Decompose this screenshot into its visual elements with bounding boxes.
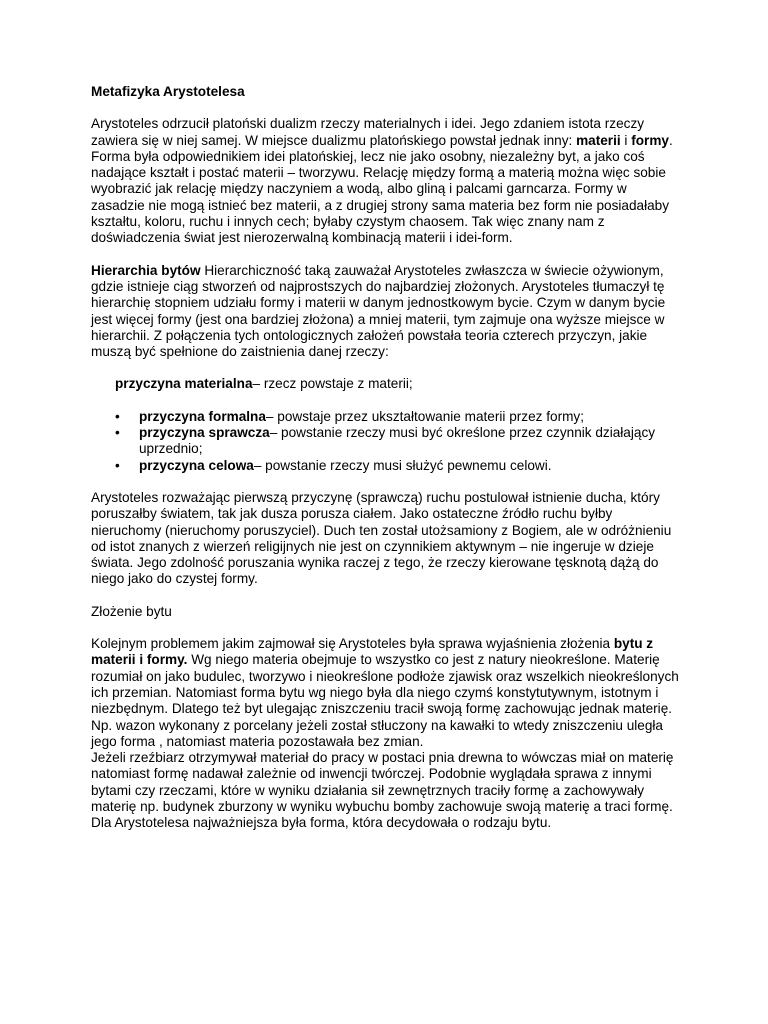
paragraph-hierarchy <box>91 263 681 361</box>
paragraph-text: Wg niego materia obejmuje to wszystko co jest z natury nieokreślone. Materię rozumiał on jako budulec, tworzywo i nieokreślone podłoże zjawisk oraz wszelkich nieokreślonych ich przemian. Natomiast forma bytu wg niego była dla niego czymś konstytutywnym, istotnym i niezbędnym. Dlatego też byt ulegając zniszczeniu tracił swoją formę zachowując jednak materię. Np. wazon wykonany z porcelany jeżeli został stłuczony na kawałki to wtedy zniszczeniu uległa jego forma , natomiast materia pozostawała bez zmian. <box>91 652 679 749</box>
section-heading: Złożenie bytu <box>91 603 172 619</box>
paragraph-first-cause: Arystoteles rozważając pierwszą przyczynę (sprawczą) ruchu postulował istnienie ducha, który poruszałby światem, tak jak dusza porusza ciałem. Jako ostateczne źródło ruchu byłby nieruchomy (nieruchomy poruszyciel). Duch ten został utożsamiony z Bogiem, ale w odróżnieniu od istot znanych z wierzeń religijnych nie jest on czynnikiem aktywnym – nie ingeruje w dzieje świata. Jego zdolność poruszania wynika raczej z tego, że rzeczy kierowane tęsknotą dążą do niego jako do czystej formy. <box>91 489 672 587</box>
cause-text: – powstanie rzeczy musi służyć pewnemu celowi. <box>253 457 552 473</box>
bullet-icon: • <box>115 457 120 473</box>
causes-list <box>91 409 681 474</box>
paragraph-text: Hierarchiczność taką zauważał Arystoteles zwłaszcza w świecie ożywionym, gdzie istnieje ciąg stworzeń od najprostszych do najbardziej złożonych. Arystoteles tłumaczył tę hierarchię stopniem udziału formy i materii w danym jednostkowym bycie. Czym w danym bycie jest więcej formy (jest ona bardziej złożona) a mniej materii, tym zajmuje ona wyższe miejsce w hierarchii. Z połączenia tych ontologicznych założeń powstała teoria czterech przyczyn, jakie muszą być spełnione do zaistnienia danej rzeczy: <box>91 262 666 360</box>
list-item <box>115 408 681 425</box>
list-item <box>115 457 681 474</box>
bold-heading-hierarchia: Hierarchia bytów <box>91 262 201 278</box>
paragraph-composition <box>91 636 681 750</box>
cause-text: – rzecz powstaje z materii; <box>252 376 413 392</box>
bold-term-bytu: bytu z materii i formy. <box>91 636 654 668</box>
list-item <box>115 425 681 458</box>
cause-text: – powstaje przez ukształtowanie materii przez formy; <box>265 408 584 424</box>
cause-name: przyczyna sprawcza <box>139 425 270 441</box>
bold-term-materii: materii <box>576 132 621 148</box>
cause-text: – powstanie rzeczy musi być określone przez czynnik działający uprzednio; <box>139 425 656 457</box>
paragraph-text: Arystoteles odrzucił platoński dualizm rzeczy materialnych i idei. Jego zdaniem istota rzeczy zawiera się w niej samej. W miejsce dualizmu platońskiego powstał jednak inny: <box>91 116 645 148</box>
cause-material-line <box>115 376 681 392</box>
cause-name: przyczyna formalna <box>139 408 266 424</box>
paragraph-text: i <box>620 132 632 148</box>
cause-name: przyczyna materialna <box>115 376 253 392</box>
bullet-icon: • <box>115 425 120 441</box>
document-title: Metafizyka Arystotelesa <box>91 84 245 99</box>
paragraph-matter-form <box>91 116 681 246</box>
paragraph-sculptor: Jeżeli rzeźbiarz otrzymywał materiał do pracy w postaci pnia drewna to wówczas miał on materię natomiast formę nadawał zależnie od inwencji twórczej. Podobnie wyglądała sprawa z innymi bytami czy rzeczami, które w wyniku działania sił zewnętrznych traciły formę a zachowywały materię np. budynek zburzony w wyniku wybuchu bomby zachowuje swoją materię a traci formę. Dla Arystotelesa najważniejsza była forma, która decydowała o rodzaju bytu. <box>91 750 674 831</box>
paragraph-text: Kolejnym problemem jakim zajmował się Arystoteles była sprawa wyjaśnienia złożenia <box>91 636 614 652</box>
cause-name: przyczyna celowa <box>139 457 254 473</box>
bold-term-formy: formy <box>631 132 669 148</box>
bullet-icon: • <box>115 408 120 424</box>
document-page <box>91 84 681 848</box>
paragraph-text: . Forma była odpowiednikiem idei platońskiej, lecz nie jako osobny, niezależny byt, a jako coś nadające kształt i postać materii – tworzywu. Relację między formą a materią można więc sobie wyobrazić jak relację między naczyniem a wodą, albo gliną i palcami garncarza. Formy w zasadzie nie mogą istnieć bez materii, a z drugiej strony sama materia bez form nie posiadałaby kształtu, koloru, ruchu i innych cech; byłaby czystym chaosem. Tak więc znany nam z doświadczenia świat jest nierozerwalną kombinacją materii i idei-form. <box>91 132 673 246</box>
